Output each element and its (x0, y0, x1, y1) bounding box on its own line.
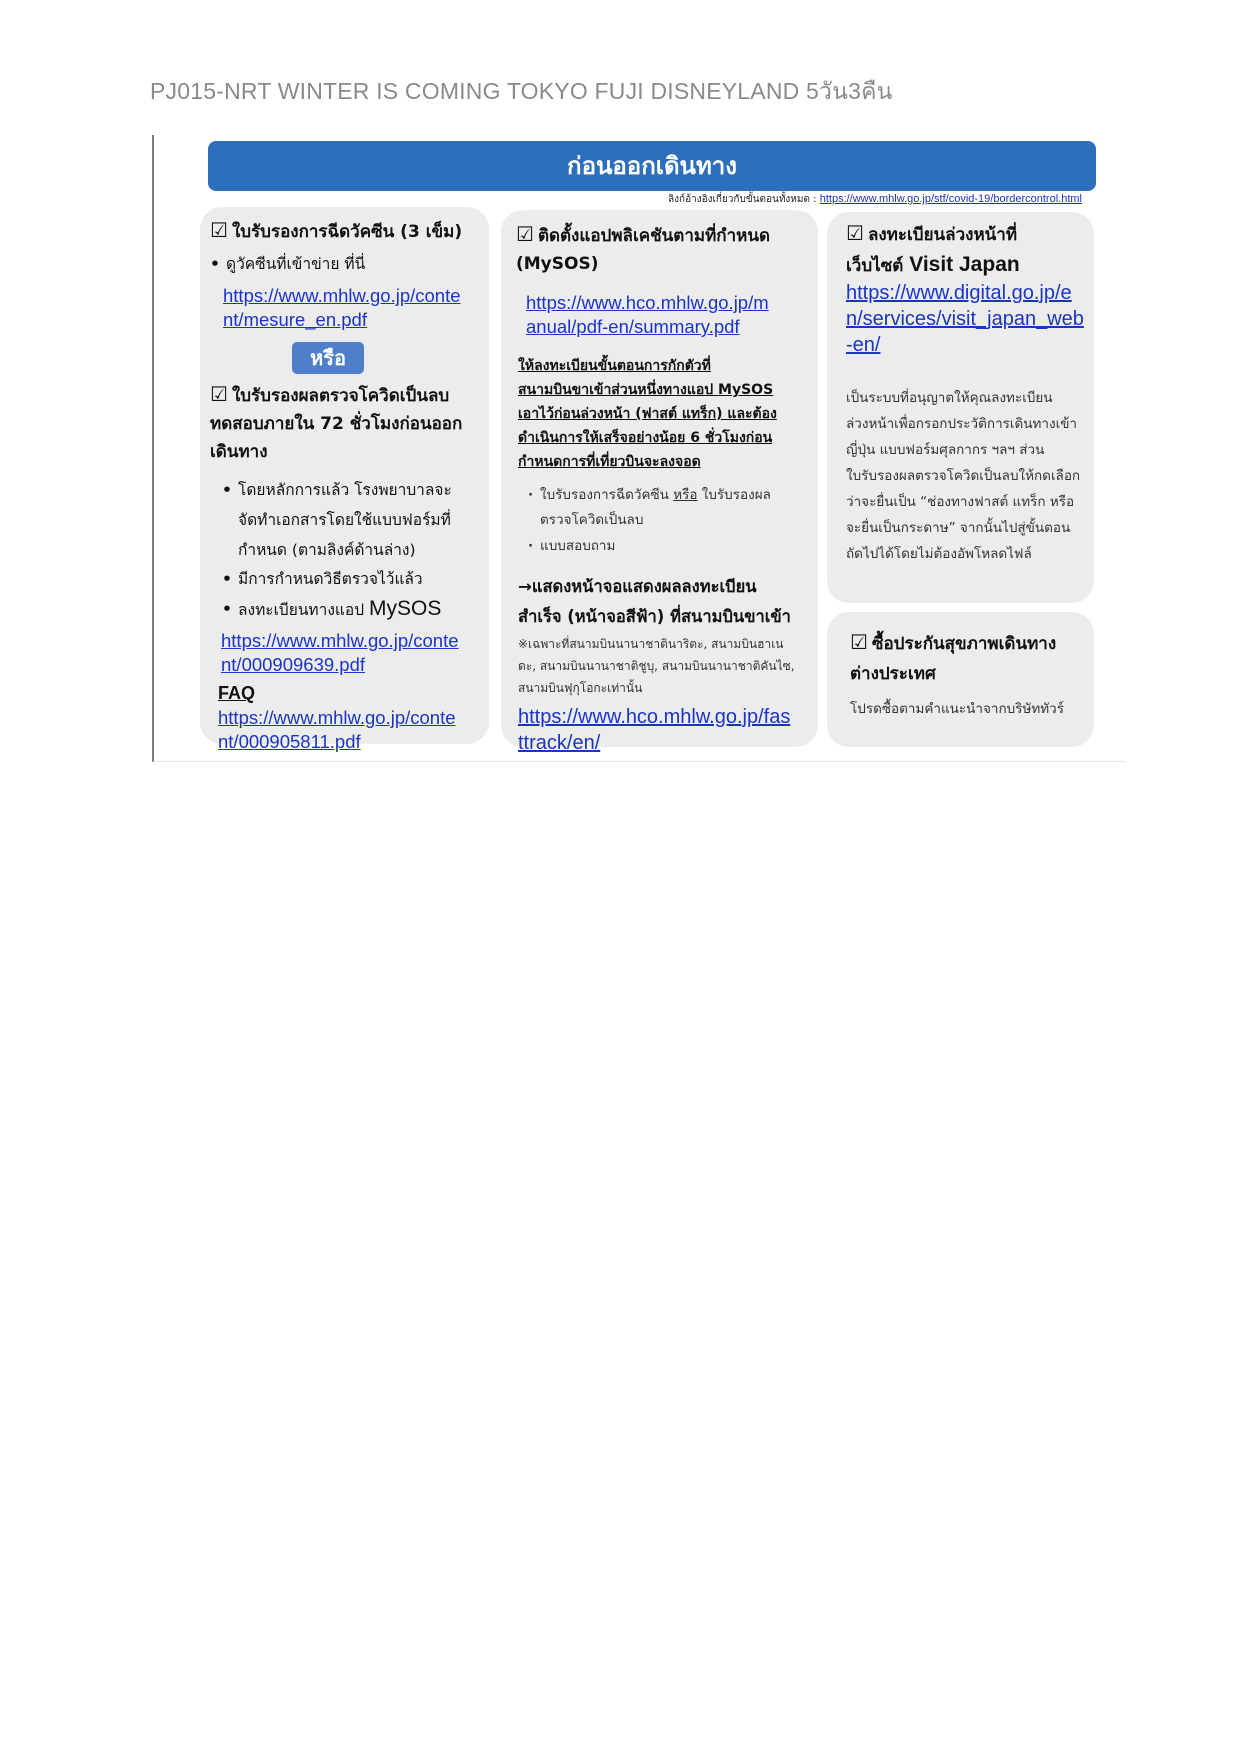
checkbox-icon: ☑ (210, 382, 228, 406)
show-screen-note: →แสดงหน้าจอแสดงผลลงทะเบียน สำเร็จ (หน้าจอสีฟ้า) ที่สนามบินขาเข้า (518, 577, 791, 626)
visit-japan-description: เป็นระบบที่อนุญาตให้คุณลงทะเบียน ล่วงหน้าเพื่อกรอกประวัติการเดินทางเข้า ญี่ปุ่น แบบฟอร์มศุลกากร ฯลฯ ส่วน ใบรับรองผลตรวจโควิดเป็นลบให้กดเลือก ว่าจะยื่นเป็น “ช่องทางฟาสต์ แทร็ก หรือ จะยื่นเป็นกระดาษ” จากนั้นไปสู่ขั้นตอน ถัดไปได้โดยไม่ต้องอัพโหลดไฟล์ (846, 390, 1081, 562)
mysos-heading: ☑ ติดตั้งแอปพลิเคชันตามที่กำหนด (MySOS) (516, 222, 770, 274)
vaccine-link[interactable]: https://www.mhlw.go.jp/conte nt/mesure_en.pdf (223, 285, 461, 330)
form-link[interactable]: https://www.mhlw.go.jp/conte nt/000909639.pdf (221, 630, 459, 675)
or-badge: หรือ (292, 342, 364, 374)
hospital-bullet: • โดยหลักการแล้ว โรงพยาบาลจะ จัดทำเอกสารโดยใช้แบบฟอร์มที่ กำหนด (ตามลิงค์ด้านล่าง) (238, 475, 452, 565)
checkbox-icon: ☑ (210, 218, 228, 242)
visit-japan-heading: ☑ ลงทะเบียนล่วงหน้าที่ เว็บไซต์ Visit Japan (846, 221, 1020, 276)
section-banner: ก่อนออกเดินทาง (208, 141, 1096, 191)
insurance-heading: ☑ ซื้อประกันสุขภาพเดินทาง ต่างประเทศ (850, 630, 1057, 684)
vaccine-heading: ☑ ใบรับรองการฉีดวัคซีน (3 เข็ม) (210, 218, 463, 242)
fasttrack-instructions: ให้ลงทะเบียนขั้นตอนการกักตัวที่ สนามบินขาเข้าส่วนหนึ่งทางแอป MySOS เอาไว้ก่อนล่วงหน้า (ฟาสต์ แทร็ก) และต้อง ดำเนินการให้เสร็จอย่างน้อย 6 ชั่วโมงก่อน กำหนดการที่เที่ยวบินจะลงจอด (518, 358, 777, 470)
checkbox-icon: ☑ (516, 222, 534, 246)
airport-note: ※เฉพาะที่สนามบินนานาชาตินาริตะ, สนามบินฮาเน ดะ, สนามบินนานาชาติชูบุ, สนามบินนานาชาติคันไซ, สนามบินฟุกุโอกะเท่านั้น (518, 637, 795, 695)
checkbox-icon: ☑ (850, 630, 868, 654)
fasttrack-item-questionnaire: · แบบสอบถาม (540, 534, 615, 559)
method-bullet: • มีการกำหนดวิธีตรวจไว้แล้ว (238, 564, 423, 594)
reference-label: ลิงก์อ้างอิงเกี่ยวกับขั้นตอนทั้งหมด : (668, 194, 817, 205)
faq-label: FAQ (218, 683, 256, 703)
mysos-manual-link[interactable]: https://www.hco.mhlw.go.jp/m anual/pdf-en/summary.pdf (526, 292, 769, 337)
mysos-bullet: • ลงทะเบียนทางแอป MySOS (238, 594, 441, 625)
reference-link[interactable]: https://www.mhlw.go.jp/stf/covid-19/bordercontrol.html (819, 193, 1082, 205)
page-title: PJ015-NRT WINTER IS COMING TOKYO FUJI DISNEYLAND 5วัน3คืน (150, 78, 893, 104)
fasttrack-link[interactable]: https://www.hco.mhlw.go.jp/fas ttrack/en/ (518, 706, 791, 754)
visit-japan-link[interactable]: https://www.digital.go.jp/e n/services/visit_japan_web -en/ (846, 282, 1084, 356)
vaccine-bullet: • ดูวัคซีนที่เข้าข่าย ที่นี่ (226, 249, 365, 279)
insurance-description: โปรดซื้อตามคำแนะนำจากบริษัททัวร์ (850, 701, 1064, 717)
test-heading: ☑ ใบรับรองผลตรวจโควิดเป็นลบ ทดสอบภายใน 72 ชั่วโมงก่อนออก เดินทาง (210, 382, 463, 462)
fasttrack-item-certificate: · ใบรับรองการฉีดวัคซีน หรือ ใบรับรองผล ตรวจโควิดเป็นลบ (540, 483, 771, 533)
reference-line (668, 192, 1082, 207)
faq-link[interactable]: https://www.mhlw.go.jp/conte nt/000905811.pdf (218, 707, 456, 752)
checkbox-icon: ☑ (846, 221, 864, 245)
